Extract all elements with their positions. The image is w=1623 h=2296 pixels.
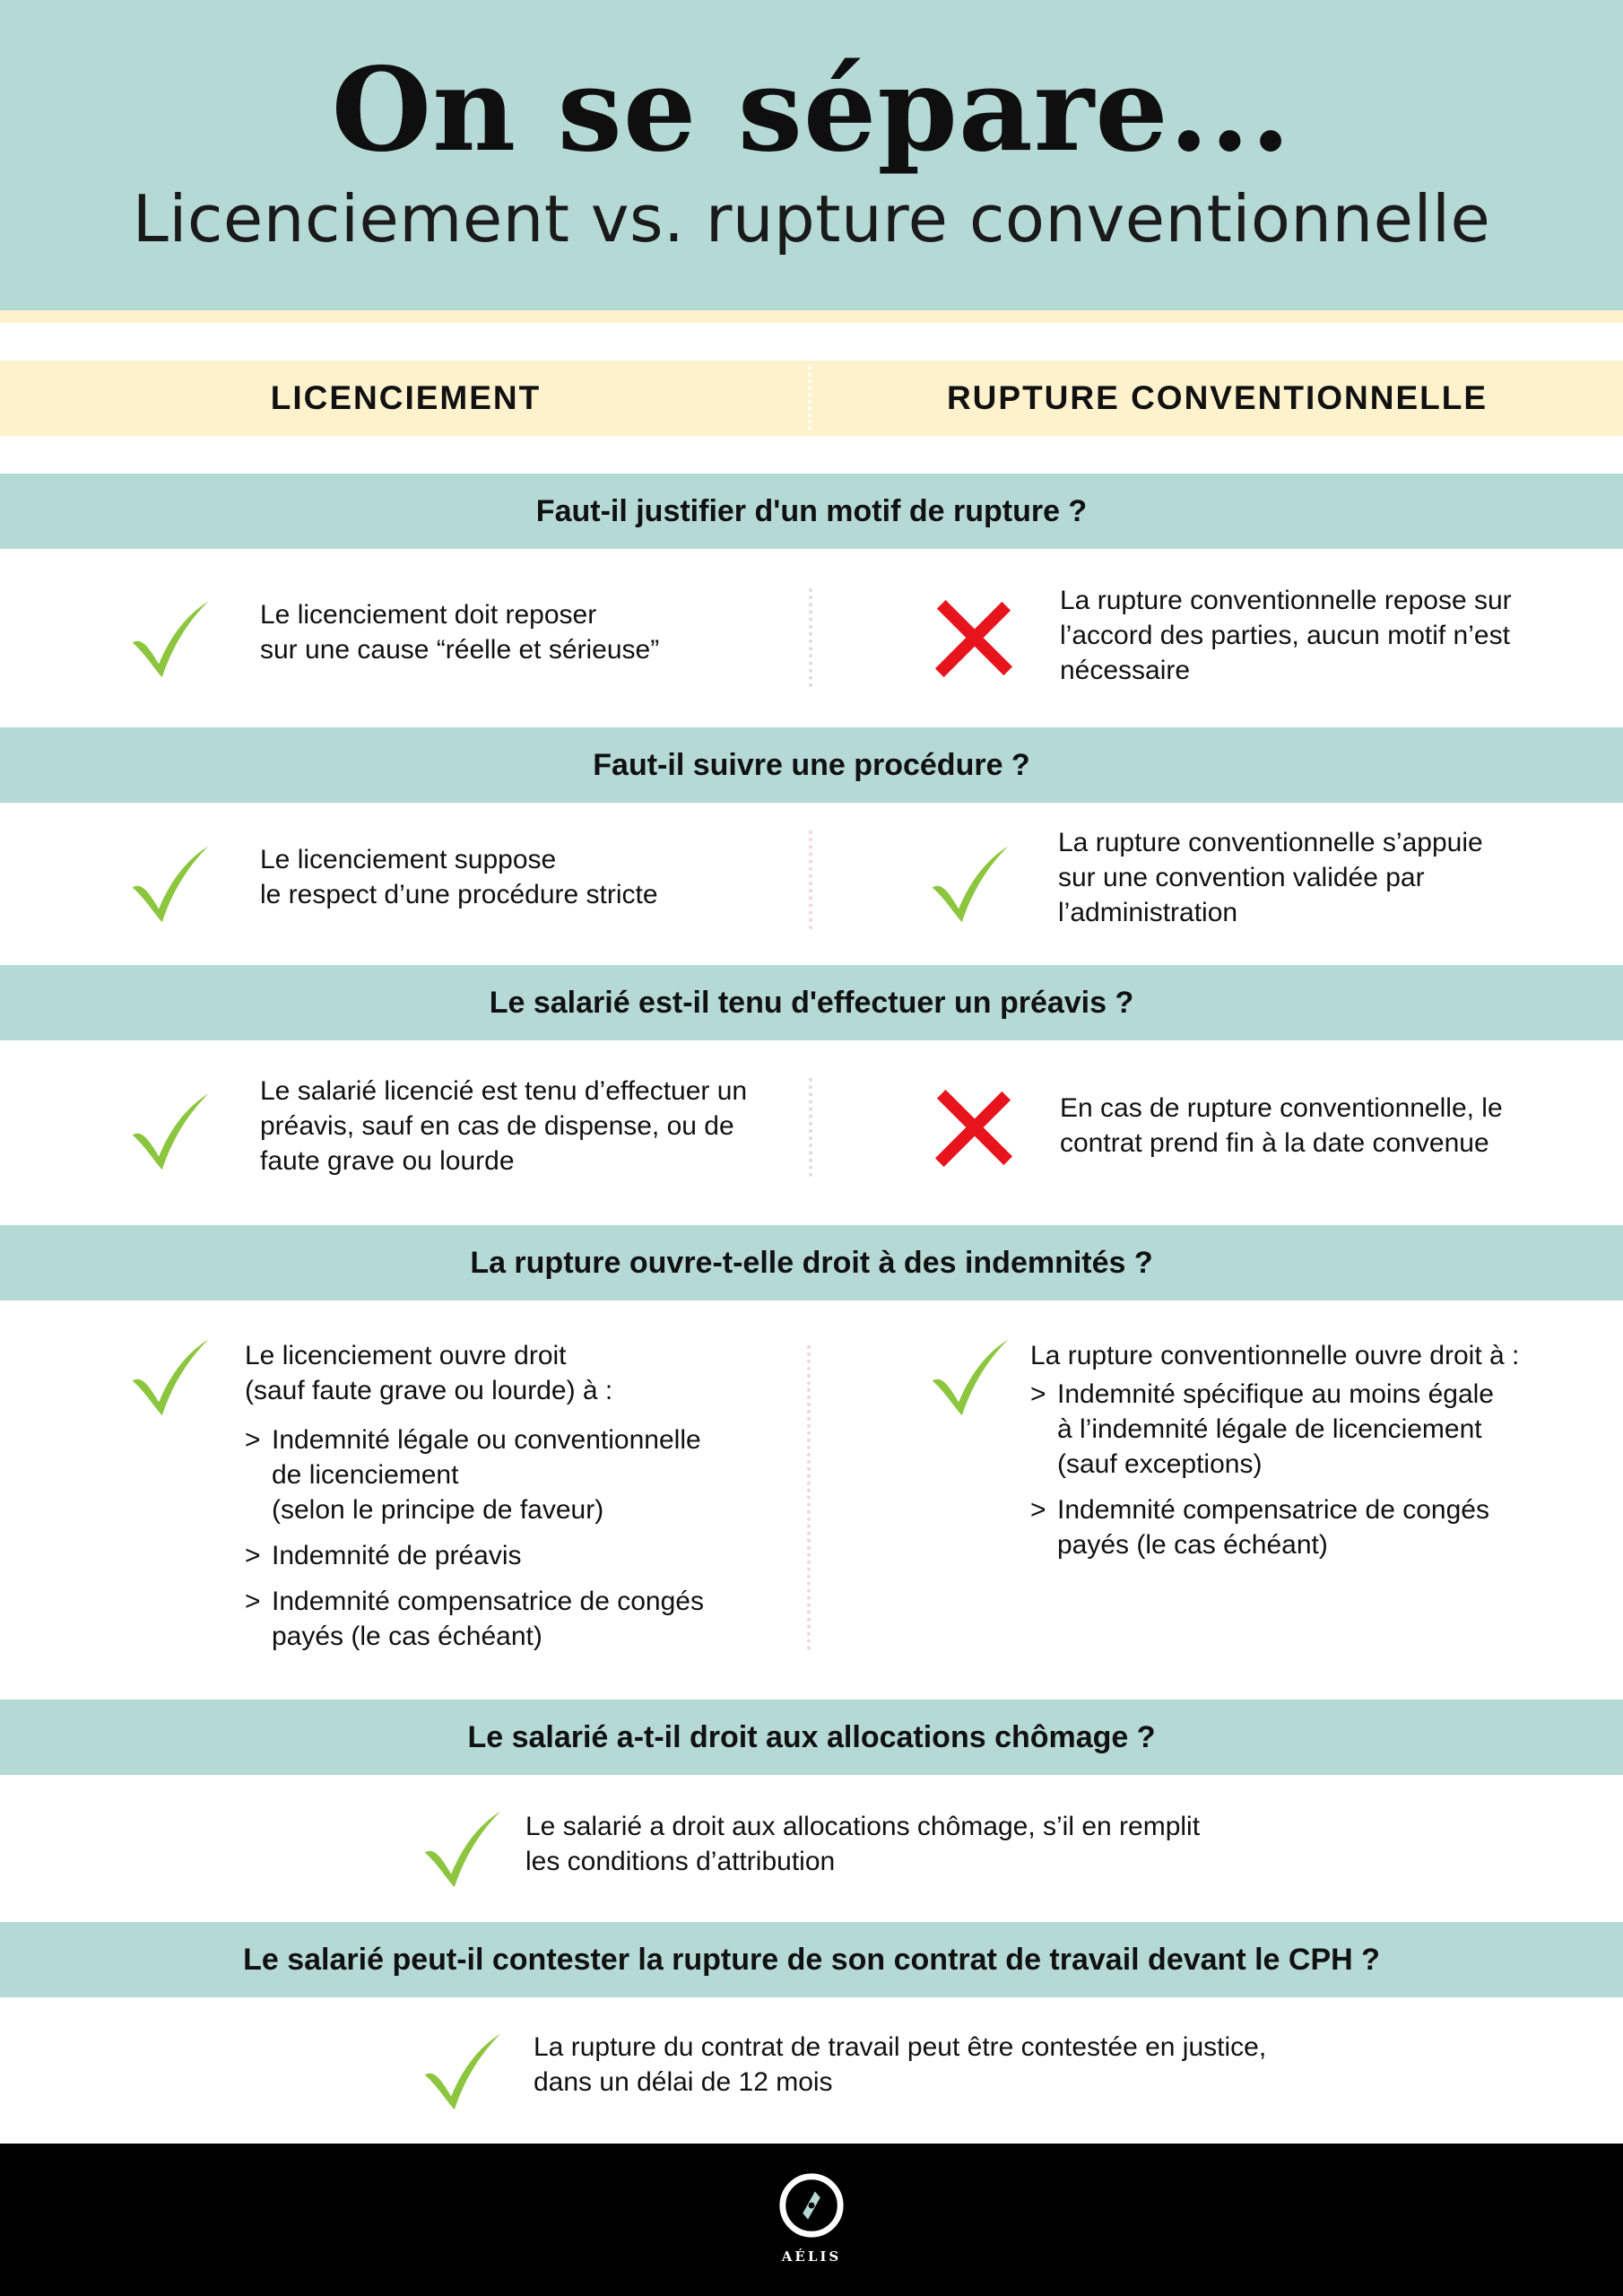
cross-icon <box>929 1085 1017 1173</box>
answer-common: La rupture du contrat de travail peut être contestée en justice, dans un délai de 12 mois <box>534 2032 1267 2097</box>
row-divider <box>807 1345 811 1650</box>
row-divider <box>809 588 812 687</box>
column-divider <box>808 366 812 430</box>
question-indemnites: La rupture ouvre-t-elle droit à des indemnités ? <box>470 1246 1153 1280</box>
question-motif: Faut-il justifier d'un motif de rupture ? <box>535 494 1088 528</box>
header-stripe <box>0 310 1623 323</box>
check-icon <box>929 841 1011 924</box>
check-icon <box>421 1806 504 1889</box>
check-icon <box>421 2029 504 2111</box>
cross-icon <box>929 596 1017 683</box>
bullet-item: > Indemnité spécifique au moins égale à l’indemnité légale de licenciement (sauf exceptions) <box>1030 1379 1494 1479</box>
row-divider <box>809 831 812 929</box>
answer-right: La rupture conventionnelle s’appuie sur une convention validée par l’administration <box>1058 828 1483 927</box>
check-icon <box>129 1335 212 1417</box>
column-label-licenciement: LICENCIEMENT <box>270 379 542 416</box>
answer-right: La rupture conventionnelle ouvre droit à : > Indemnité spécifique au moins égale à l’indemnité légale de licenciement (sauf exceptions) > Indemnité compensatrice de congés payés (le cas échéant) <box>1030 1338 1519 1562</box>
check-icon <box>129 596 212 679</box>
bullet-item: > Indemnité compensatrice de congés payés (le cas échéant) <box>245 1587 704 1651</box>
check-icon <box>129 841 212 924</box>
page-subtitle: Licenciement vs. rupture conventionnelle <box>132 181 1491 257</box>
answer-left: Le licenciement suppose le respect d’une procédure stricte <box>260 845 658 909</box>
answer-common: Le salarié a droit aux allocations chômage, s’il en remplit les conditions d’attribution <box>525 1812 1201 1876</box>
bullet-item: > Indemnité légale ou conventionnelle de licenciement (selon le principe de faveur) <box>245 1425 701 1525</box>
answer-left: Le licenciement doit reposer sur une cause “réelle et sérieuse” <box>260 600 660 665</box>
answer-left: Le salarié licencié est tenu d’effectuer un préavis, sauf en cas de dispense, ou de faute grave ou lourde <box>260 1076 748 1176</box>
answer-right: En cas de rupture conventionnelle, le contrat prend fin à la date convenue <box>1060 1093 1503 1158</box>
row-divider <box>809 1078 812 1177</box>
question-preavis: Le salarié est-il tenu d'effectuer un préavis ? <box>489 986 1134 1020</box>
check-icon <box>929 1335 1011 1417</box>
brand-name: AÉLIS <box>781 2248 842 2265</box>
bullet-item: > Indemnité de préavis <box>245 1541 522 1570</box>
bullet-item: > Indemnité compensatrice de congés payés (le cas échéant) <box>1030 1495 1489 1560</box>
compass-logo-icon <box>777 2170 846 2240</box>
answer-right: La rupture conventionnelle repose sur l’accord des parties, aucun motif n’est nécessaire <box>1060 586 1512 685</box>
page-title: On se sépare... <box>331 43 1292 178</box>
column-label-rupture: RUPTURE CONVENTIONNELLE <box>946 379 1488 416</box>
question-cph: Le salarié peut-il contester la rupture de son contrat de travail devant le CPH ? <box>243 1943 1380 1977</box>
question-chomage: Le salarié a-t-il droit aux allocations chômage ? <box>467 1720 1156 1754</box>
question-procedure: Faut-il suivre une procédure ? <box>593 748 1030 782</box>
check-icon <box>129 1089 212 1171</box>
answer-left: Le licenciement ouvre droit (sauf faute grave ou lourde) à : > Indemnité légale ou conventionnelle de licenciement (selon le principe de faveur) > Indemnité de préavis > Indemnité compensatrice de congés payés (le cas échéant) <box>245 1338 704 1654</box>
